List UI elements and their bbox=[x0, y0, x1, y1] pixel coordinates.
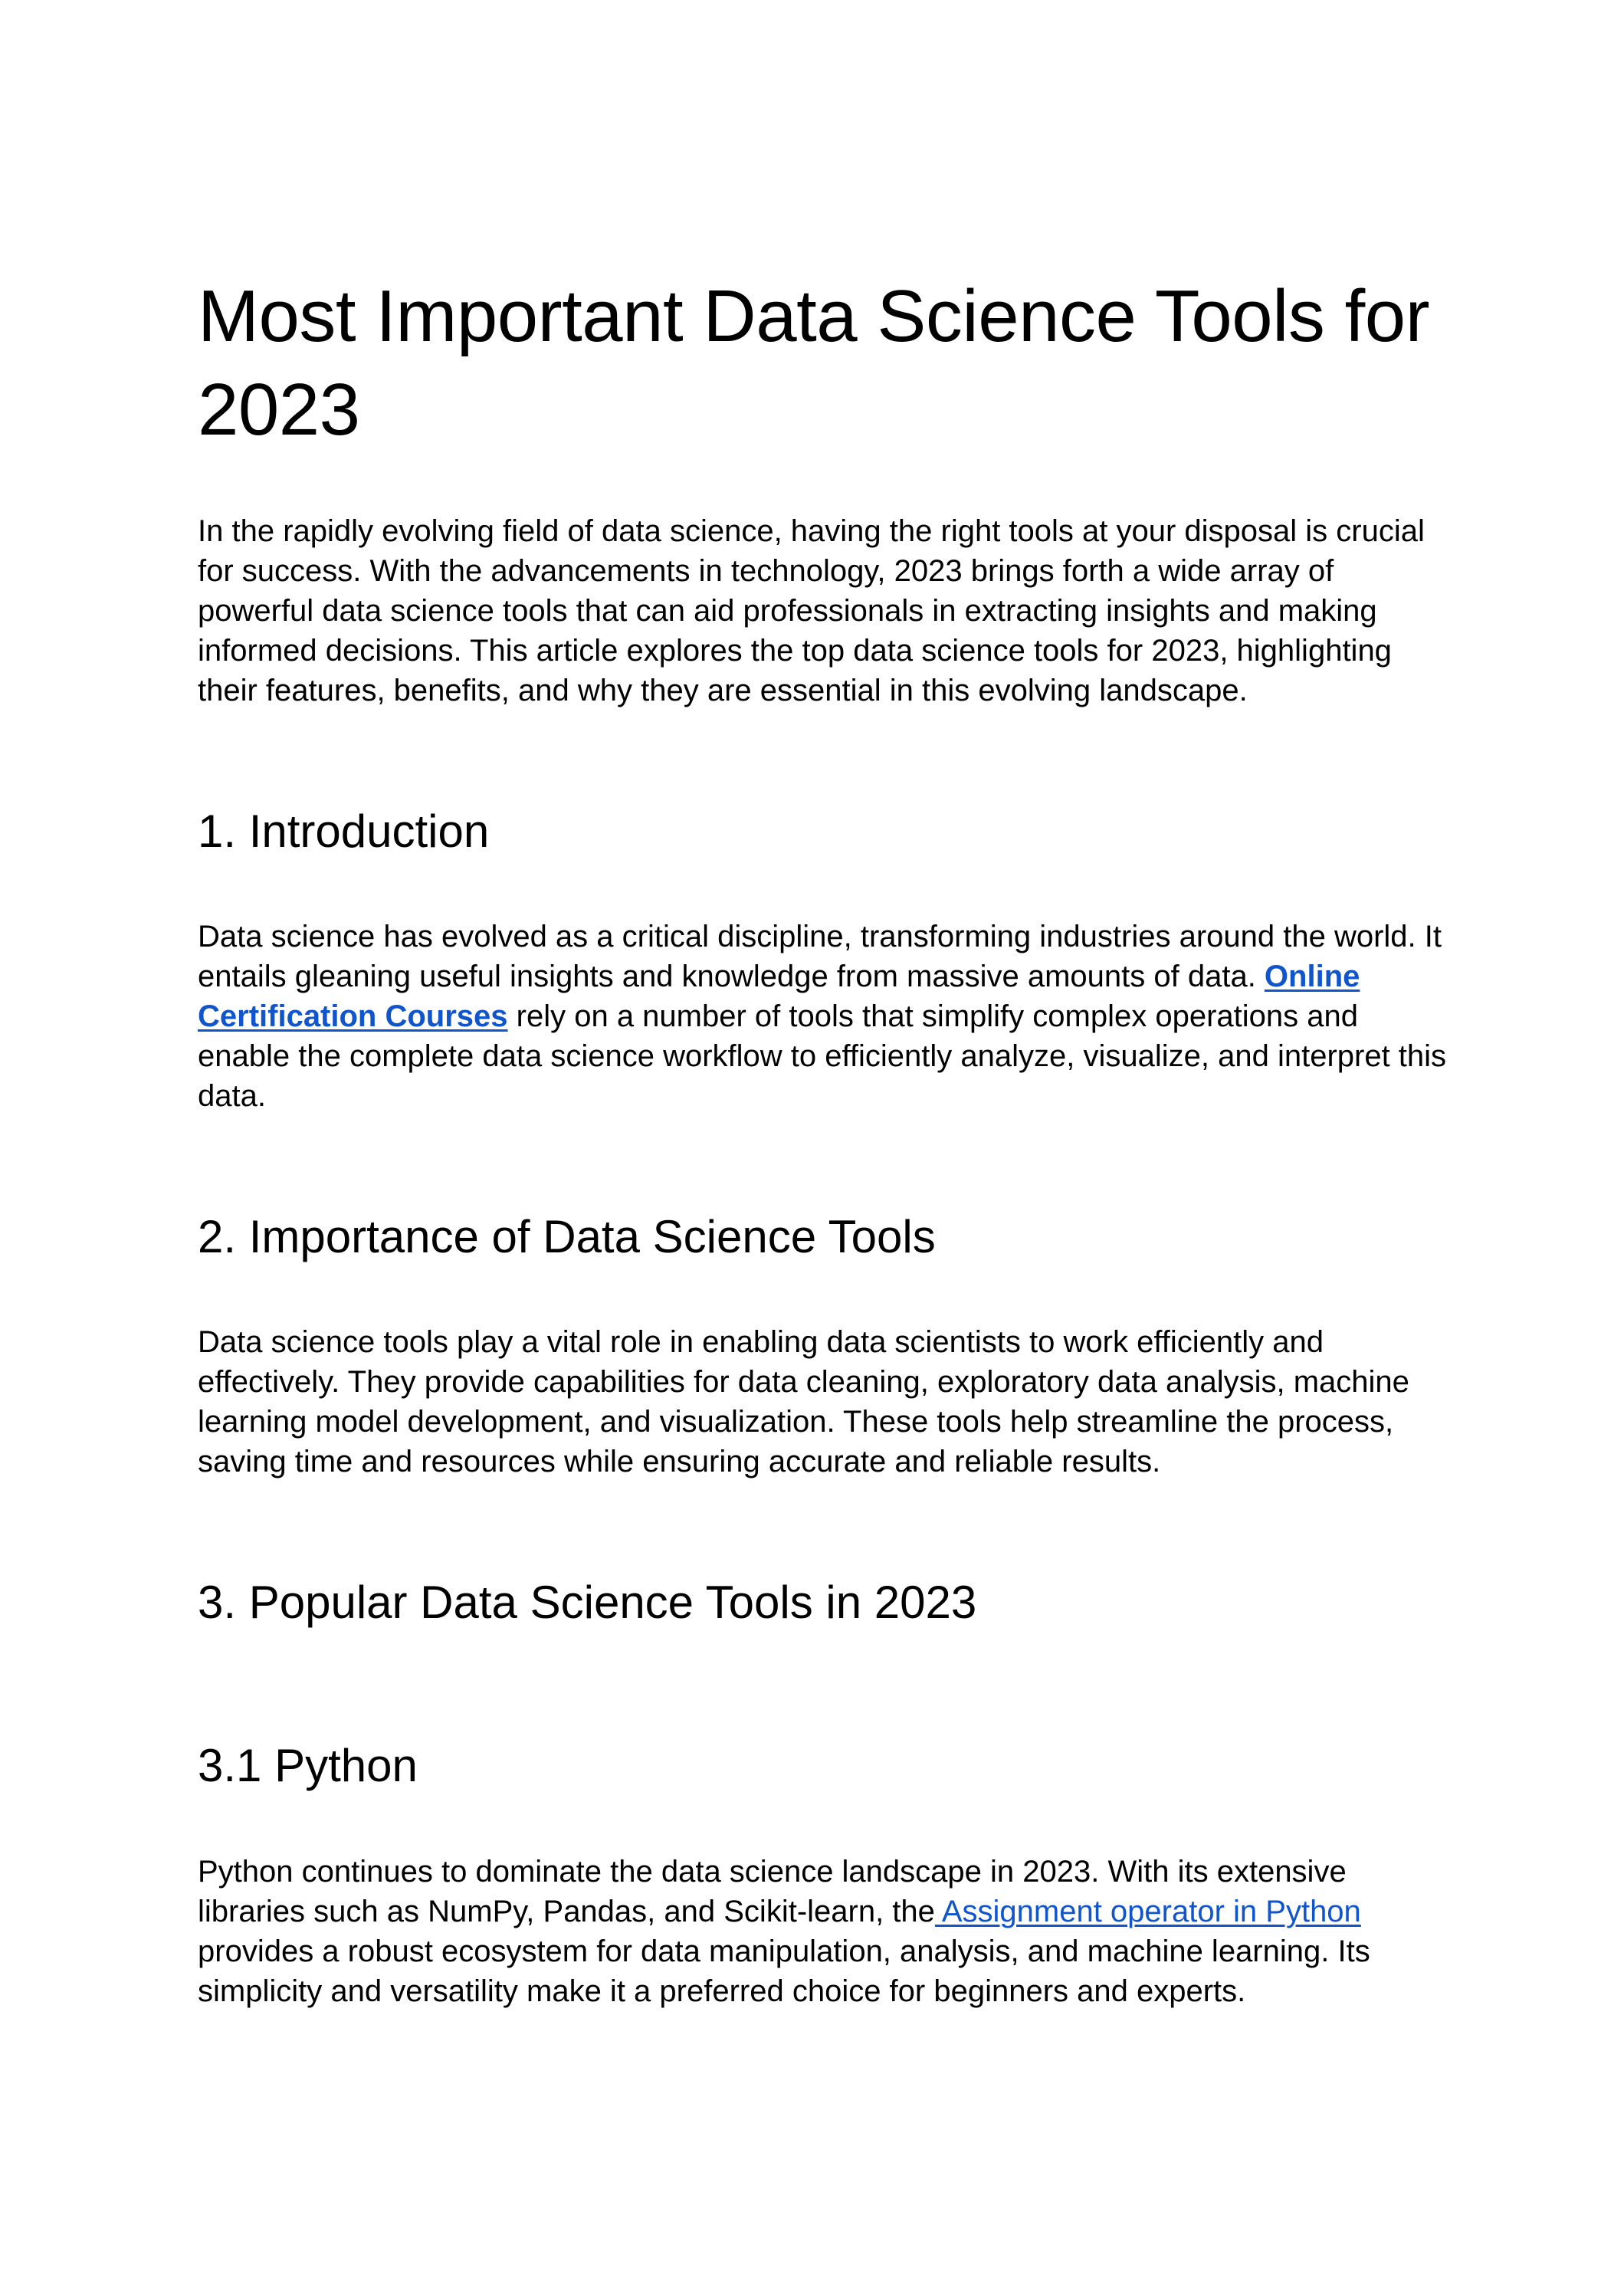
online-certification-courses-link[interactable]: Online Certification Courses bbox=[198, 960, 1360, 1033]
section-heading-popular-tools: 3. Popular Data Science Tools in 2023 bbox=[198, 1577, 977, 1628]
section-heading-python: 3.1 Python bbox=[198, 1740, 418, 1791]
document-title: Most Important Data Science Tools for 2023 bbox=[198, 275, 1430, 451]
python-paragraph bbox=[198, 1852, 1455, 2011]
introduction-text-after-link: rely on a number of tools that simplify complex operations and enable the complete data science workflow to efficiently analyze, visualize, and interpret this data. bbox=[198, 999, 1447, 1113]
importance-paragraph: Data science tools play a vital role in enabling data scientists to work efficiently and effectively. They provide capabilities for data cleaning, exploratory data analysis, machine learning model development, and visualization. These tools help streamline the process, saving time and resources while ensuring accurate and reliable results. bbox=[198, 1325, 1409, 1478]
assignment-operator-in-python-link[interactable]: Assignment operator in Python bbox=[934, 1895, 1361, 1928]
section-heading-importance: 2. Importance of Data Science Tools bbox=[198, 1211, 936, 1262]
intro-paragraph: In the rapidly evolving field of data science, having the right tools at your disposal is crucial for success. With the advancements in technology, 2023 brings forth a wide array of powerful data science tools that can aid professionals in extracting insights and making informed decisions. This article explores the top data science tools for 2023, highlighting their features, benefits, and why they are essential in this evolving landscape. bbox=[198, 514, 1425, 707]
introduction-paragraph bbox=[198, 917, 1455, 1116]
python-text-before-link: Python continues to dominate the data science landscape in 2023. With its extensive libraries such as NumPy, Pandas, and Scikit-learn, the bbox=[198, 1855, 1347, 1928]
introduction-text-before-link: Data science has evolved as a critical discipline, transforming industries around the world. It entails gleaning useful insights and knowledge from massive amounts of data. bbox=[198, 920, 1442, 993]
section-heading-introduction: 1. Introduction bbox=[198, 806, 490, 857]
python-text-after-link: provides a robust ecosystem for data manipulation, analysis, and machine learning. Its simplicity and versatility make it a preferred choice for beginners and experts. bbox=[198, 1935, 1370, 2008]
